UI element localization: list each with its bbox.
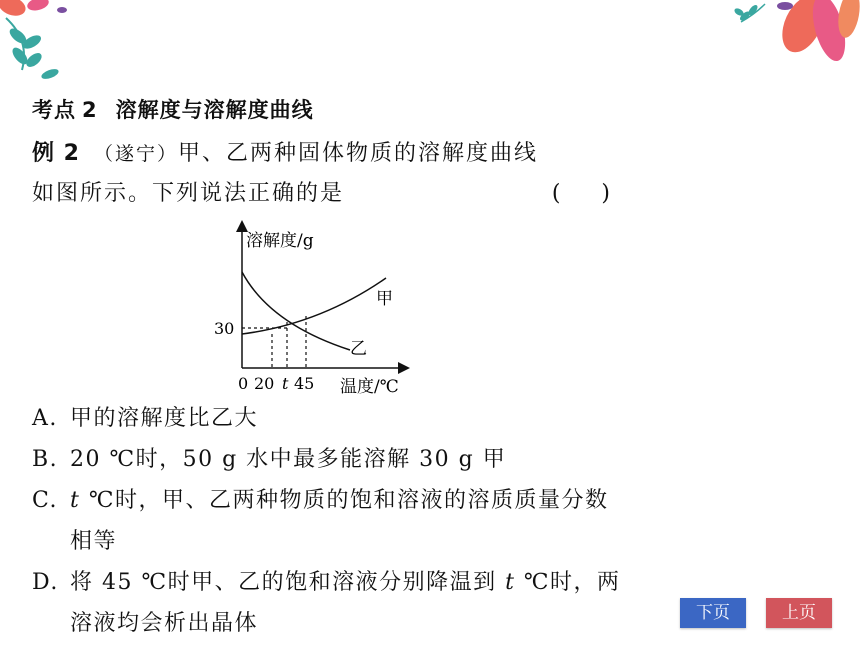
topic-label: 考点 [32, 98, 76, 122]
option-a-label: A. [32, 406, 58, 431]
x-tick-t: t [282, 374, 289, 393]
options-list [32, 398, 622, 644]
topic-number: 2 [82, 98, 98, 122]
curve-label-jia: 甲 [376, 289, 393, 309]
leaf-decoration-top-left [0, 0, 110, 90]
option-c-var: t [70, 488, 81, 513]
x-axis-label: 温度/℃ [340, 377, 399, 397]
question-text-line1: 甲、乙两种固体物质的溶解度曲线 [177, 141, 538, 166]
option-c-text: ℃时，甲、乙两种物质的饱和溶液的溶质质量分数相等 [70, 488, 609, 554]
x-tick-0: 0 [238, 374, 249, 393]
question-text-line2: 如图所示。下列说法正确的是 [32, 181, 345, 206]
option-a [32, 398, 622, 439]
x-tick-45: 45 [294, 374, 315, 393]
y-tick-30: 30 [214, 319, 235, 338]
option-d-var: t [505, 570, 516, 595]
option-c-label: C. [32, 488, 59, 513]
option-b-label: B. [32, 447, 59, 472]
option-d-label: D. [32, 570, 59, 595]
solubility-graph [200, 214, 430, 402]
option-b [32, 439, 622, 480]
option-d [32, 562, 622, 644]
x-tick-20: 20 [254, 374, 275, 393]
answer-parens: ( ) [551, 181, 612, 206]
curve-jia [242, 278, 386, 334]
question-source: （遂宁） [93, 143, 178, 165]
next-page-button[interactable]: 下页 [680, 598, 746, 628]
question-stem [32, 134, 612, 214]
topic-heading [32, 94, 314, 124]
y-axis-label: 溶解度/g [246, 231, 314, 251]
option-d-text-b: ℃时，两溶液均会析出晶体 [70, 570, 621, 636]
leaf-decoration-top-right [725, 0, 860, 75]
curve-yi [242, 272, 350, 350]
option-d-text-a: 将 45 ℃时甲、乙的饱和溶液分别降温到 [70, 570, 506, 595]
topic-title: 溶解度与溶解度曲线 [115, 98, 314, 122]
option-b-text: 20 ℃时，50 g 水中最多能溶解 30 g 甲 [70, 447, 507, 472]
example-label: 例 2 [32, 141, 80, 166]
curve-label-yi: 乙 [350, 339, 367, 359]
option-c [32, 480, 622, 562]
prev-page-button[interactable]: 上页 [766, 598, 832, 628]
option-a-text: 甲的溶解度比乙大 [70, 406, 259, 431]
